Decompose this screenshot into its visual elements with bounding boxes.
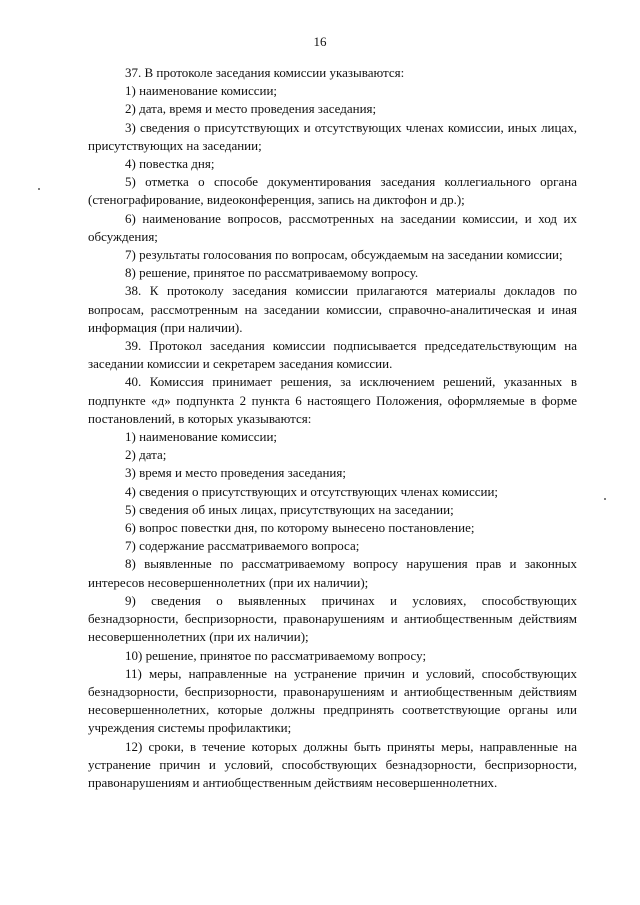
scan-speck: [604, 498, 606, 500]
list-item-37-6: 6) наименование вопросов, рассмотренных на заседании комиссии, и ход их обсуждения;: [88, 210, 577, 244]
list-item-40-1: 1) наименование комиссии;: [125, 429, 278, 445]
list-item-37-3: 3) сведения о присутствующих и отсутствующих членах комиссии, иных лицах, присутствующих на заседании;: [88, 119, 577, 153]
paragraph-37-heading: 37. В протоколе заседания комиссии указываются:: [125, 65, 405, 80]
list-item-40-7: 7) содержание рассматриваемого вопроса;: [125, 538, 360, 554]
list-item-40-11: 11) меры, направленные на устранение причин и условий, способствующих безнадзорности, беспризорности, правонарушениям и антиобщественным действиям несовершеннолетних, которые должны предпринять соответствующие органы или учреждения системы профилактики;: [88, 665, 577, 736]
list-item-40-8: 8) выявленные по рассматриваемому вопросу нарушения прав и законных интересов несовершеннолетних (при их наличии);: [88, 556, 577, 590]
list-item-40-5: 5) сведения об иных лицах, присутствующих на заседании;: [125, 501, 454, 517]
list-item-40-6: 6) вопрос повестки дня, по которому вынесено постановление;: [125, 520, 475, 536]
list-item-37-1: 1) наименование комиссии;: [125, 83, 278, 99]
list-item-37-4: 4) повестка дня;: [125, 156, 215, 172]
paragraph-40-heading: 40. Комиссия принимает решения, за исключением решений, указанных в подпункте «д» подпункта 2 пункта 6 настоящего Положения, оформляемые в форме постановлений, в которых указываются:: [88, 374, 577, 426]
list-item-40-9: 9) сведения о выявленных причинах и условиях, способствующих безнадзорности, беспризорности, правонарушениям и антиобщественным действиям несовершеннолетних (при их наличии);: [88, 592, 577, 645]
list-item-40-12: 12) сроки, в течение которых должны быть приняты меры, направленные на устранение причин и условий, способствующих безнадзорности, беспризорности, правонарушениям и антиобщественным действиям несовершеннолетних.: [88, 738, 577, 790]
list-item-40-3: 3) время и место проведения заседания;: [125, 465, 346, 481]
list-item-40-2: 2) дата;: [125, 447, 167, 463]
paragraph-39: 39. Протокол заседания комиссии подписывается председательствующим на заседании комиссии и секретарем заседания комиссии.: [88, 338, 577, 372]
list-item-37-5: 5) отметка о способе документирования заседания коллегиального органа (стенографирование, видеоконференция, запись на диктофон и др.);: [88, 174, 577, 208]
paragraph-38: 38. К протоколу заседания комиссии прилагаются материалы докладов по вопросам, рассмотренным на заседании комиссии, справочно-аналитическая и иная информация (при наличии).: [88, 283, 577, 335]
page-number: 16: [313, 34, 327, 49]
list-item-40-10: 10) решение, принятое по рассматриваемому вопросу;: [125, 647, 427, 663]
list-item-37-2: 2) дата, время и место проведения заседания;: [125, 101, 377, 117]
document-body: [88, 64, 577, 792]
list-item-37-7: 7) результаты голосования по вопросам, обсуждаемым на заседании комиссии;: [125, 247, 563, 263]
list-item-37-8: 8) решение, принятое по рассматриваемому вопросу.: [125, 265, 419, 281]
scan-speck: [38, 188, 40, 190]
list-item-40-4: 4) сведения о присутствующих и отсутствующих членах комиссии;: [125, 483, 499, 499]
